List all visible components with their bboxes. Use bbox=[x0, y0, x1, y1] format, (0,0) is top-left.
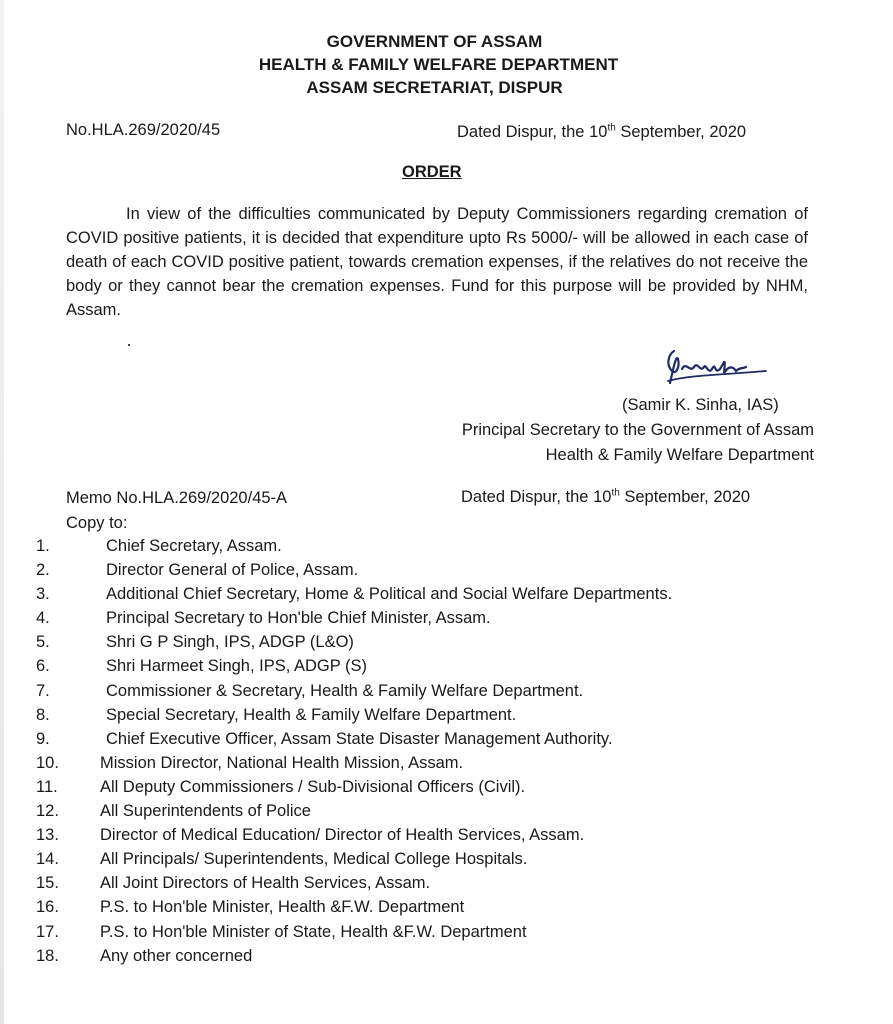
list-item-number: 2. bbox=[36, 561, 50, 580]
scan-speck bbox=[128, 344, 130, 346]
scan-edge bbox=[0, 0, 4, 1024]
list-item-text: Chief Secretary, Assam. bbox=[106, 537, 282, 555]
list-item-number: 17. bbox=[36, 922, 59, 941]
list-item-number: 5. bbox=[36, 633, 50, 652]
signature-image bbox=[660, 345, 775, 393]
order-date: Dated Dispur, the 10th September, 2020 bbox=[457, 122, 747, 141]
list-item-number: 16. bbox=[36, 898, 59, 917]
list-item-text: Director General of Police, Assam. bbox=[106, 561, 359, 580]
header-secretariat: ASSAM SECRETARIAT, DISPUR bbox=[306, 78, 563, 97]
list-item-text: P.S. to Hon'ble Minister of State, Health &F.W. Department bbox=[100, 922, 527, 941]
list-item-number: 11. bbox=[36, 777, 58, 796]
list-item-text: Commissioner & Secretary, Health & Family Welfare Department. bbox=[106, 681, 584, 700]
order-number: No.HLA.269/2020/45 bbox=[66, 121, 221, 139]
list-item-text: All Joint Directors of Health Services, Assam. bbox=[100, 874, 431, 893]
list-item-number: 8. bbox=[36, 705, 50, 724]
list-item-text: Mission Director, National Health Mission, Assam. bbox=[100, 753, 464, 772]
copy-to-label: Copy to: bbox=[66, 514, 128, 532]
list-item-text: All Deputy Commissioners / Sub-Divisional Officers (Civil). bbox=[100, 777, 526, 796]
order-body bbox=[66, 202, 808, 322]
list-item-number: 14. bbox=[36, 850, 59, 869]
header-government: GOVERNMENT OF ASSAM bbox=[326, 32, 543, 51]
list-item-text: Principal Secretary to Hon'ble Chief Minister, Assam. bbox=[106, 609, 491, 628]
list-item-number: 10. bbox=[36, 753, 59, 772]
list-item-number: 3. bbox=[36, 585, 50, 604]
list-item-number: 6. bbox=[36, 657, 50, 676]
order-title: ORDER bbox=[402, 163, 462, 181]
memo-date: Dated Dispur, the 10th September, 2020 bbox=[461, 487, 751, 506]
signatory-title: Principal Secretary to the Government of Assam bbox=[461, 421, 814, 439]
list-item-number: 18. bbox=[36, 946, 59, 965]
signatory-name: (Samir K. Sinha, IAS) bbox=[622, 396, 779, 414]
list-item-text: Director of Medical Education/ Director of Health Services, Assam. bbox=[100, 826, 585, 845]
list-item-text: Any other concerned bbox=[100, 946, 253, 965]
list-item-number: 15. bbox=[36, 874, 59, 893]
header-department: HEALTH & FAMILY WELFARE DEPARTMENT bbox=[258, 55, 619, 74]
list-item-number: 1. bbox=[36, 537, 50, 555]
signatory-department: Health & Family Welfare Department bbox=[545, 446, 814, 464]
memo-number: Memo No.HLA.269/2020/45-A bbox=[66, 489, 288, 507]
list-item-number: 7. bbox=[36, 681, 50, 700]
list-item-text: Shri Harmeet Singh, IPS, ADGP (S) bbox=[106, 657, 368, 676]
list-item-number: 9. bbox=[36, 729, 50, 748]
order-body-text: In view of the difficulties communicated by Deputy Commissioners regarding cremation of COVID positive patients, it is decided that expenditure upto Rs 5000/- will be allowed in each case of death of each COVID positive patient, towards cremation expenses, if the relatives do not receive the body or they cannot bear the cremation expenses. Fund for this purpose will be provided by NHM, Assam. bbox=[66, 205, 808, 319]
list-item-text: Additional Chief Secretary, Home & Political and Social Welfare Departments. bbox=[106, 585, 673, 604]
list-item-text: P.S. to Hon'ble Minister, Health &F.W. Department bbox=[100, 898, 465, 917]
list-item-text: Shri G P Singh, IPS, ADGP (L&O) bbox=[106, 633, 354, 652]
list-item-number: 4. bbox=[36, 609, 50, 628]
list-item-number: 12. bbox=[36, 802, 59, 821]
list-item-number: 13. bbox=[36, 826, 59, 845]
list-item-text: Special Secretary, Health & Family Welfare Department. bbox=[106, 705, 517, 724]
list-item-text: All Principals/ Superintendents, Medical College Hospitals. bbox=[100, 850, 528, 869]
list-item-text: Chief Executive Officer, Assam State Disaster Management Authority. bbox=[106, 729, 613, 748]
list-item-text: All Superintendents of Police bbox=[100, 802, 311, 821]
